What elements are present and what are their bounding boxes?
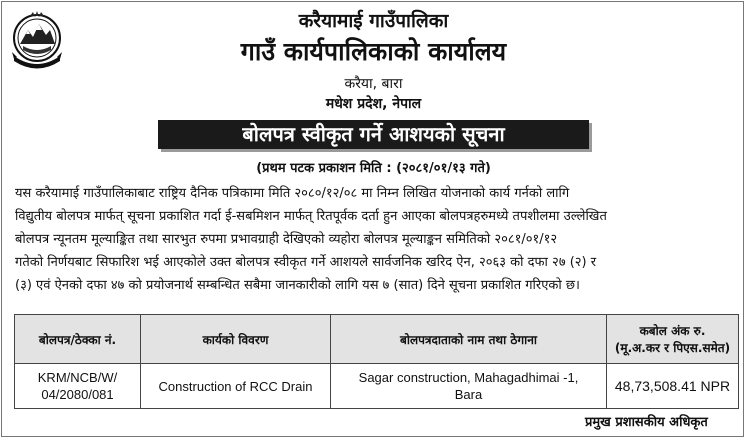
- cell-description: Construction of RCC Drain: [141, 364, 331, 409]
- office-name: गाउँ कार्यपालिकाको कार्यालय: [240, 37, 507, 66]
- bid-no-line2: 04/2080/081: [41, 387, 114, 402]
- bid-table: [14, 314, 739, 409]
- bidder-line2: Bara: [454, 387, 483, 402]
- body-line: विद्युतीय बोलपत्र मार्फत् सूचना प्रकाशित गर्दा ई-सबमिशन मार्फत् रितपूर्वक दर्ता हुन आएका बोलपत्रहरुमध्ये तपशीलमा उल्लेखित: [15, 209, 607, 224]
- header-description: कार्यको विवरण: [141, 315, 331, 364]
- header-amount-line2: (मू.अ.कर र पिएस.समेत): [614, 341, 731, 355]
- cell-bidder: [331, 364, 607, 409]
- body-line: यस करैयामाई गाउँपालिकाबाट राष्ट्रिय दैनिक पत्रिकामा मिति २०८०/१२/०८ मा निम्न लिखित योजनाको कार्य गर्नको लागि: [15, 186, 570, 201]
- cell-amount: 48,73,508.41 NPR: [607, 364, 739, 409]
- municipality-name: करैयामाई गाउँपालिका: [298, 10, 449, 32]
- header-bid-no: बोलपत्र/ठेक्का नं.: [15, 315, 141, 364]
- cell-bid-no: [15, 364, 141, 409]
- body-line: गतेको निर्णयबाट सिफारिश भई आएकोले उक्त बोलपत्र स्वीकृत गर्ने आशयले सार्वजनिक खरिद ऐन, २०६३ को दफा २७ (२) र: [15, 255, 597, 270]
- address-line-2: मधेश प्रदेश, नेपाल: [325, 96, 422, 112]
- publication-date: (प्रथम पटक प्रकाशन मिति : (२०८१/०१/१३ गते): [256, 161, 491, 176]
- body-line: बोलपत्र न्यूनतम मूल्याङ्कित तथा सारभुत रुपमा प्रभावग्राही देखिएको व्यहोरा बोलपत्र मूल्याङ्कन समितिको २०८१/०१/१२: [15, 232, 558, 247]
- header-amount: [607, 315, 739, 364]
- notice-title-banner: बोलपत्र स्वीकृत गर्ने आशयको सूचना: [158, 120, 589, 149]
- notice-body: [15, 182, 737, 297]
- header-amount-line1: कबोल अंक रु.: [639, 324, 706, 338]
- table-row: [15, 364, 739, 409]
- bid-no-line1: KRM/NCB/W/: [37, 370, 118, 385]
- table-header-row: [15, 315, 739, 364]
- header-bidder: बोलपत्रदाताको नाम तथा ठेगाना: [331, 315, 607, 364]
- body-line: (३) एवं ऐनको दफा ४७ को प्रयोजनार्थ सम्बन्धित सबैमा जानकारीको लागि यस ७ (सात) दिने सूचना प्रकाशित गरिएको छ।: [15, 278, 580, 293]
- address-line-1: करैया, बारा: [344, 76, 403, 92]
- bidder-line1: Sagar construction, Mahagadhimai -1,: [358, 370, 579, 385]
- signature: प्रमुख प्रशासकीय अधिकृत: [585, 415, 708, 430]
